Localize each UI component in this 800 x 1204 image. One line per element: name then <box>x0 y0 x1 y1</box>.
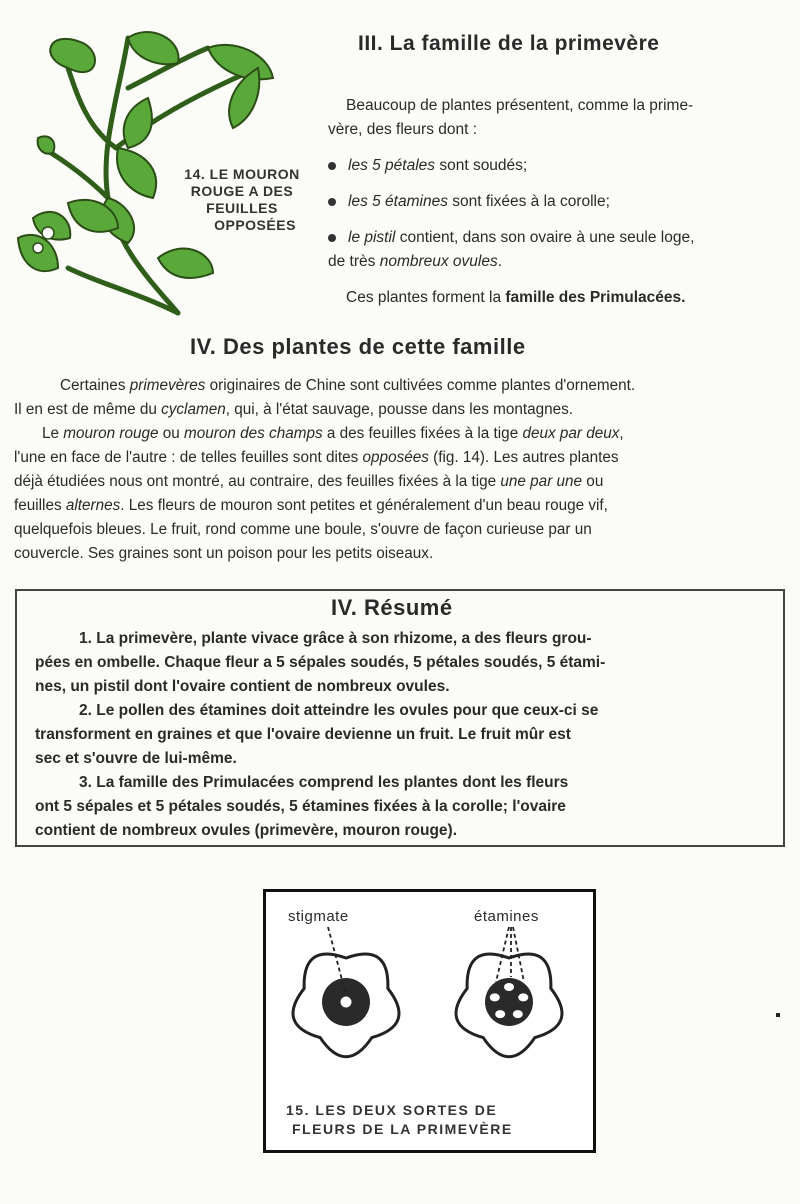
section3-intro-line: Beaucoup de plantes présentent, comme la prime- <box>346 97 694 114</box>
figure15-caption-line: FLEURS DE LA PRIMEVÈRE <box>292 1121 513 1137</box>
conclusion-text: Ces plantes forment la <box>346 289 506 306</box>
section4-body <box>14 374 790 566</box>
bullet-emphasis: les 5 pétales <box>348 157 436 174</box>
text-run: ou <box>158 425 185 442</box>
text-run: a des feuilles fixées à la tige <box>322 425 523 442</box>
resume-item <box>35 699 768 771</box>
resume-title: IV. Résumé <box>331 595 453 620</box>
flower-long-style <box>293 954 399 1057</box>
italic-run: mouron des champs <box>184 425 323 442</box>
section3-bullet <box>328 226 788 250</box>
section3-intro <box>328 94 788 118</box>
flower-short-style <box>456 954 562 1057</box>
bullet-emphasis: les 5 étamines <box>348 193 448 210</box>
resume-item <box>35 627 768 699</box>
resume-line: nes, un pistil dont l'ovaire contient de nombreux ovules. <box>35 678 450 695</box>
resume-line: contient de nombreux ovules (primevère, mouron rouge). <box>35 822 458 839</box>
figure14-caption <box>176 166 308 234</box>
figure14-caption-line: FEUILLES <box>206 200 278 216</box>
section4-p2-line <box>14 494 790 518</box>
figure14-caption-line: ROUGE A DES <box>190 183 294 199</box>
section4-p2-line <box>14 542 790 566</box>
section4-p1-line <box>14 398 790 422</box>
etamines-label: étamines <box>474 908 539 925</box>
text-run: , qui, à l'état sauvage, pousse dans les montagnes. <box>225 401 574 418</box>
bullet-text: sont soudés; <box>435 157 528 174</box>
text-run: (fig. 14). Les autres plantes <box>428 449 619 466</box>
figure15-caption <box>286 1101 513 1139</box>
bullet-icon <box>328 162 336 170</box>
section3-intro-line: vère, des fleurs dont : <box>328 121 478 138</box>
italic-run: deux par deux <box>522 425 620 442</box>
text-run: , <box>619 425 624 442</box>
bullet-text: . <box>497 253 503 270</box>
text-run: couvercle. Ses graines sont un poison pour les petits oiseaux. <box>14 545 434 562</box>
text-run: quelquefois bleues. Le fruit, rond comme une boule, s'ouvre de façon curieuse par un <box>14 521 592 538</box>
italic-run: mouron rouge <box>63 425 159 442</box>
section4-p2-line <box>14 446 790 470</box>
resume-items <box>35 627 768 843</box>
text-run: ou <box>582 473 604 490</box>
stamen-mark <box>490 993 500 1001</box>
figure15-box <box>263 889 596 1153</box>
conclusion-emphasis: famille des Primulacées. <box>505 289 686 306</box>
bullet-text: contient, dans son ovaire à une seule loge, <box>395 229 695 246</box>
resume-line: ont 5 sépales et 5 pétales soudés, 5 étamines fixées à la corolle; l'ovaire <box>35 798 566 815</box>
resume-line: 3. La famille des Primulacées comprend les plantes dont les fleurs <box>79 774 569 791</box>
italic-run: primevères <box>129 377 206 394</box>
section3-body <box>328 94 788 310</box>
italic-run: une par une <box>500 473 583 490</box>
italic-run: opposées <box>362 449 429 466</box>
section4-title: IV. Des plantes de cette famille <box>190 334 526 359</box>
stamen-mark <box>504 983 514 991</box>
bullet-icon <box>328 234 336 242</box>
resume-line: 1. La primevère, plante vivace grâce à son rhizome, a des fleurs grou- <box>79 630 592 647</box>
text-run: Il en est de même du <box>14 401 162 418</box>
section3-bullet <box>328 154 788 178</box>
stigma-mark <box>341 997 351 1007</box>
section4-p2-line <box>14 470 790 494</box>
text-run: l'une en face de l'autre : de telles feuilles sont dites <box>14 449 363 466</box>
section3-bullet-line2 <box>328 250 788 274</box>
stray-dot <box>776 1013 780 1017</box>
figure15-caption-line: 15. LES DEUX SORTES DE <box>286 1102 498 1118</box>
section4-p2-line <box>14 518 790 542</box>
section4-p2 <box>14 422 790 566</box>
text-run: feuilles <box>14 497 66 514</box>
bullet-emphasis: nombreux ovules <box>379 253 498 270</box>
figure14-caption-line: OPPOSÉES <box>214 217 296 233</box>
bullet-text: sont fixées à la corolle; <box>447 193 610 210</box>
bullet-emphasis: le pistil <box>348 229 396 246</box>
resume-line: pées en ombelle. Chaque fleur a 5 sépales soudés, 5 pétales soudés, 5 étami- <box>35 654 606 671</box>
resume-line: 2. Le pollen des étamines doit atteindre les ovules pour que ceux-ci se <box>79 702 599 719</box>
italic-run: cyclamen <box>161 401 226 418</box>
section3-conclusion <box>328 286 788 310</box>
section3-bullet <box>328 190 788 214</box>
text-run: déjà étudiées nous ont montré, au contraire, des feuilles fixées à la tige <box>14 473 501 490</box>
bullet-text: de très <box>328 253 380 270</box>
section4-p2-line <box>14 422 790 446</box>
text-run: originaires de Chine sont cultivées comme plantes d'ornement. <box>205 377 636 394</box>
section3-title: III. La famille de la primevère <box>358 32 660 55</box>
stigmate-label: stigmate <box>288 908 349 925</box>
italic-run: alternes <box>65 497 121 514</box>
stamen-mark <box>513 1010 523 1018</box>
text-run: Le <box>42 425 64 442</box>
section4-p1-line <box>14 374 790 398</box>
resume-box <box>15 589 785 847</box>
resume-line: transforment en graines et que l'ovaire devienne un fruit. Le fruit mûr est <box>35 726 571 743</box>
stamen-mark <box>518 993 528 1001</box>
bullet-icon <box>328 198 336 206</box>
stamen-mark <box>495 1010 505 1018</box>
figure14-caption-line: 14. LE MOURON <box>184 166 300 182</box>
resume-line: sec et s'ouvre de lui-même. <box>35 750 237 767</box>
resume-item <box>35 771 768 843</box>
text-run: Certaines <box>60 377 130 394</box>
text-run: . Les fleurs de mouron sont petites et généralement d'un beau rouge vif, <box>120 497 608 514</box>
section3-intro-line2 <box>328 118 788 142</box>
